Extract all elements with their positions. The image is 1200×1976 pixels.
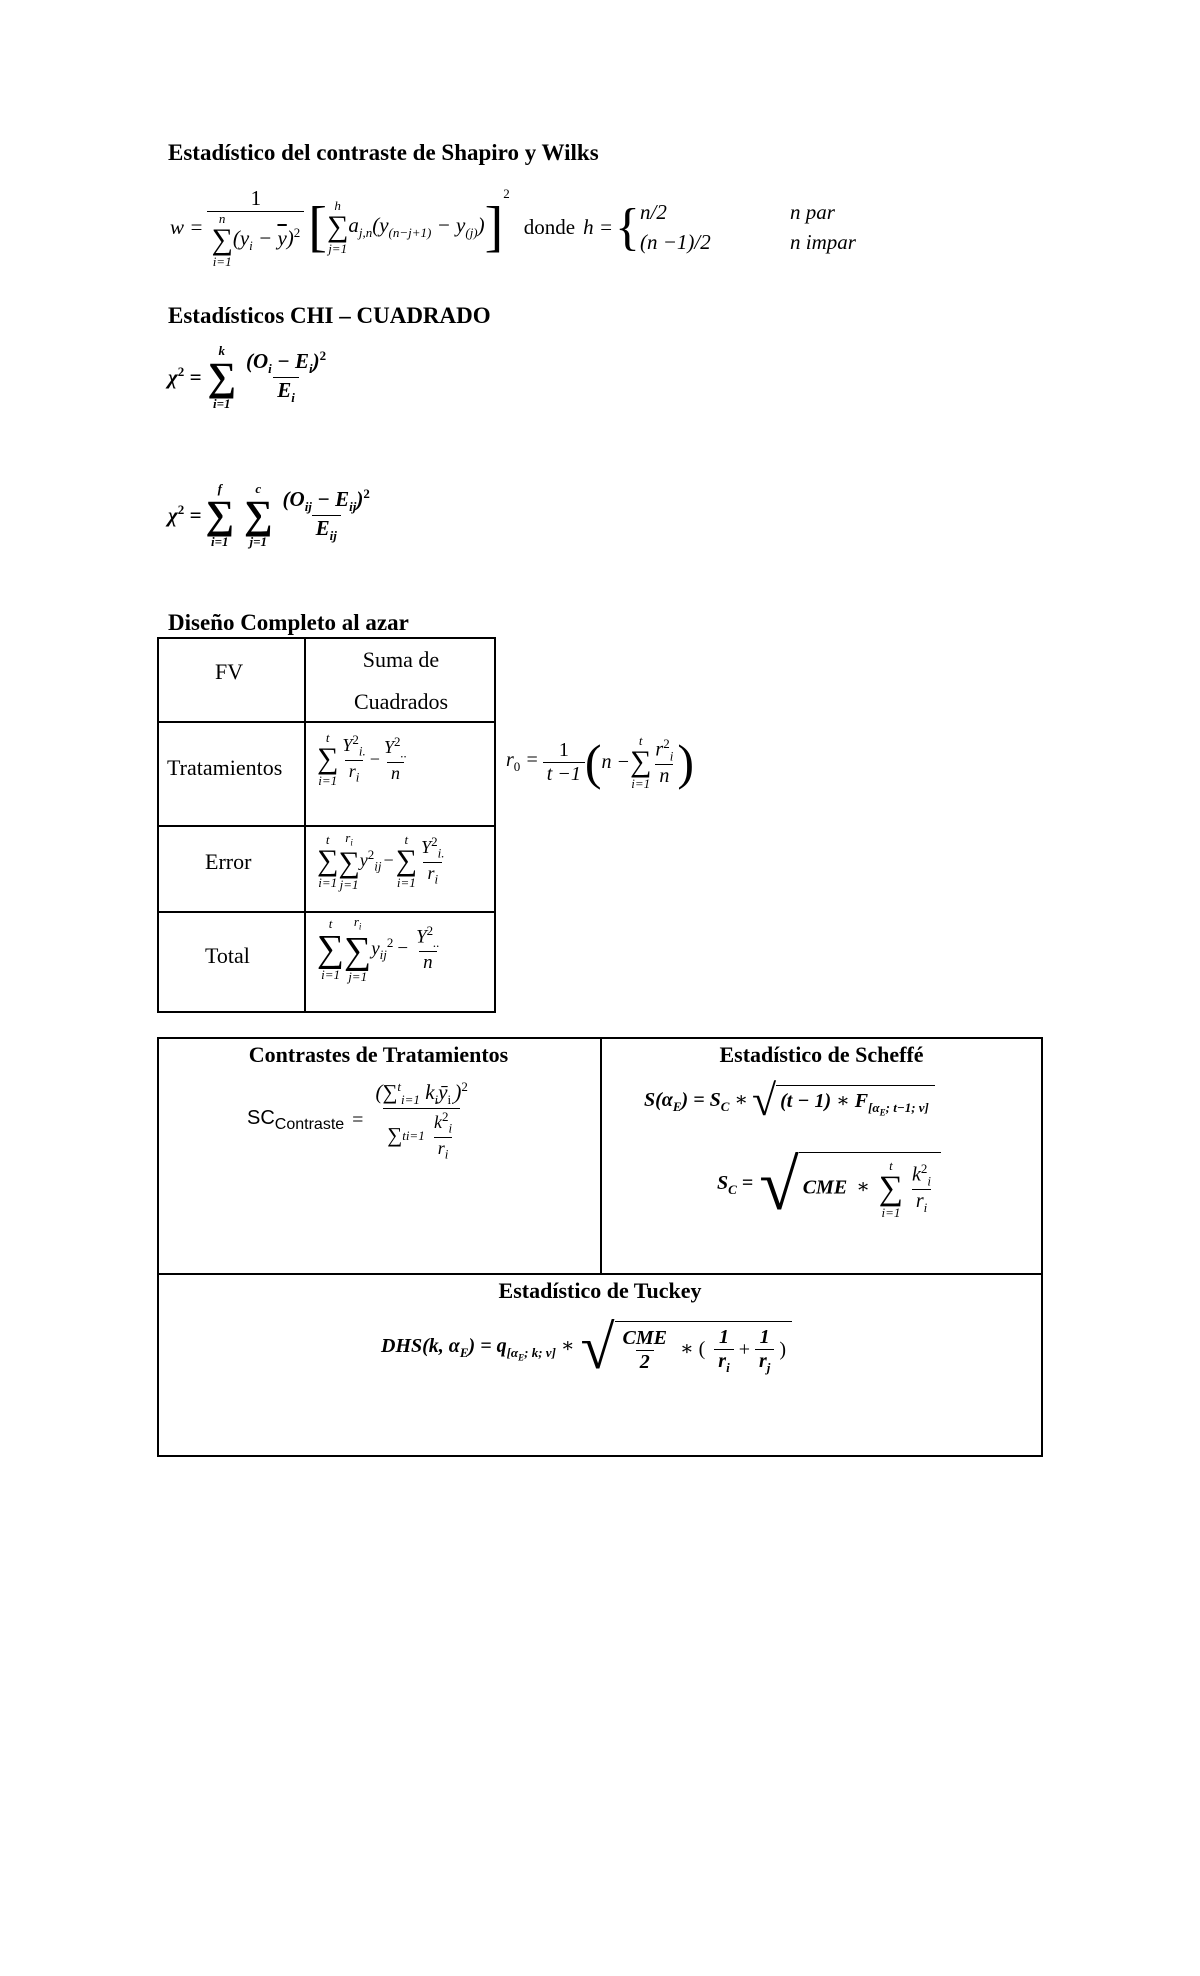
anova-table: [157, 637, 496, 1013]
shapiro-wilks-formula: w = 1 n ∑ i=1 $(y_i - \overline{y})^2$ [ h ∑ j=1 $a_{j,n}(y_{(n-j+1)} - y_{(j)})$ ] $^2$ donde h = { n/2 n par (n −1)/2 n impar: [170, 186, 856, 269]
n-par-label: n par: [790, 199, 835, 224]
sc-label: SC: [247, 1107, 275, 1130]
sc-total-formula: t ∑ i=1 $r_i$ ∑ j=1 $y_{ij}^2$ − $\frac{Y^2_{..}}{n}$: [317, 914, 440, 984]
chi-square-title: Estadísticos CHI – CUADRADO: [168, 303, 491, 328]
donde-word: donde: [523, 214, 576, 239]
tuckey-formula: DHS(k, $\alpha_E) = q_{[\alpha_E; k; v]}$ ∗ √ $\frac{\text{CME}}{2}$ ∗ ( $\frac{1}{r_i}$ + $\frac{1}{r_j}$ ): [381, 1317, 792, 1379]
dca-title: Diseño Completo al azar: [168, 610, 409, 635]
row-total: Total: [205, 943, 250, 968]
row-tratamientos: Tratamientos: [167, 755, 283, 780]
header-fv: FV: [215, 659, 244, 684]
sc-scheffe-formula: $S_C$ = √ CME ∗ t ∑ i=1 $\frac{k^2_i}{r_i}$: [717, 1149, 941, 1221]
shapiro-wilks-title: Estadístico del contraste de Shapiro y Wilks: [168, 140, 599, 165]
scheffe-title: Estadístico de Scheffé: [719, 1042, 924, 1067]
sc-tratamientos-formula: t ∑ i=1 $\frac{Y^2_{i.}}{r_i}$ − $\frac{Y^2_{..}}{n}$: [317, 730, 407, 788]
sc-contraste-formula: $SC_{Contraste}$ = (∑$^t_{i=1}$ $k_iȳ_{i.})^2$ ∑ t i=1 $\frac{k^2_i}{r_i}$: [247, 1079, 468, 1162]
chi-square-formula-2: $\chi^2$ = f ∑ i=1 c ∑ j=1 $\frac{(O_{ij} - E_{ij})^2}{E_{ij}}$: [168, 481, 370, 549]
row-error: Error: [205, 849, 252, 874]
scheffe-formula: $S(\alpha_E) = S_C$ ∗ √ (t − 1) ∗ $F_{[\alpha_E; t-1; v]}$: [644, 1079, 935, 1123]
sc-error-formula: t ∑ i=1 $r_i$ ∑ j=1 $y^2_{ij}$ − t ∑ i=1 $\frac{Y^2_{i.}}{r_i}$: [317, 830, 445, 892]
contrasts-box: [157, 1037, 1043, 1457]
contrastes-title: Contrastes de Tratamientos: [248, 1042, 509, 1067]
r0-formula: $r_0$ = $\frac{1}{t -1}$ ( n − t ∑ i=1 $\frac{r^2_i}{n}$ ): [506, 733, 694, 791]
tuckey-title: Estadístico de Tuckey: [498, 1278, 702, 1303]
sc-sub: Contraste: [274, 1116, 345, 1134]
chi-square-formula-1: $\chi^2$ = k ∑ i=1 $\frac{(O_i - E_i)^2}{E_i}$: [168, 343, 327, 411]
n-impar-label: n impar: [790, 230, 856, 254]
header-suma-cuadrados: Suma de Cuadrados: [353, 647, 449, 714]
